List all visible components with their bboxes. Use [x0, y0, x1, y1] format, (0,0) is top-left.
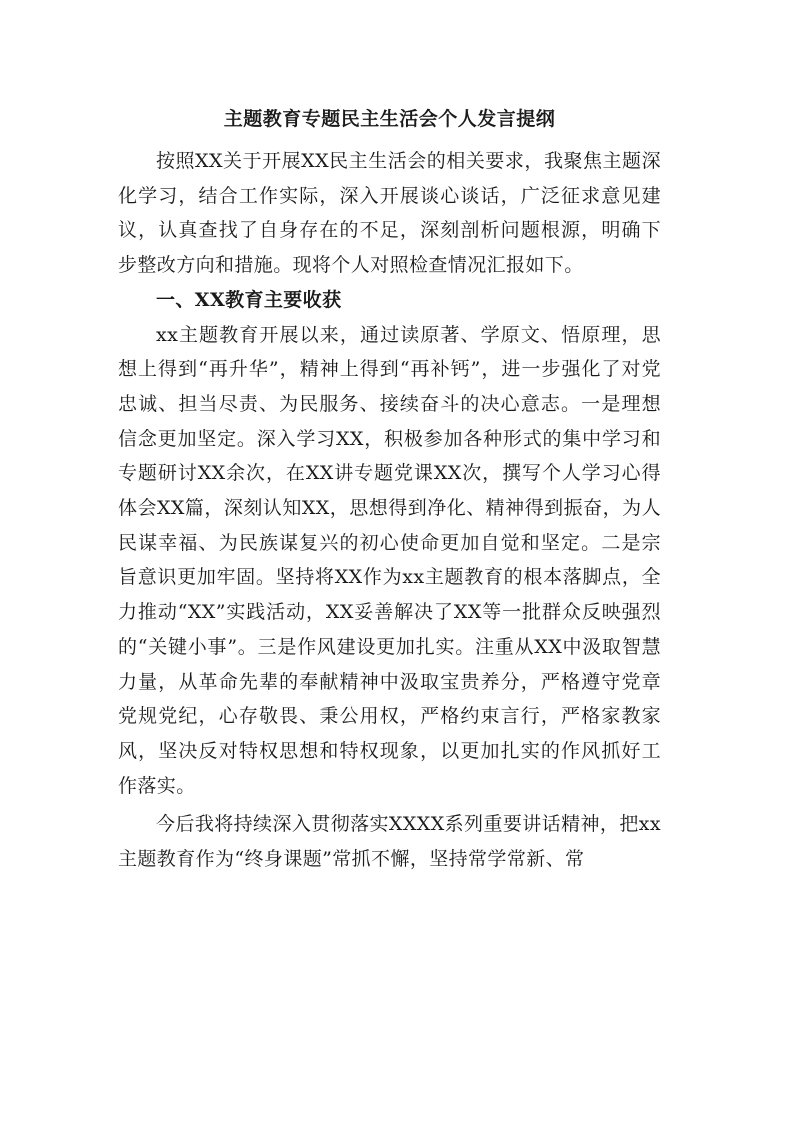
section-heading: 一、XX教育主要收获	[156, 288, 342, 311]
document-title: 主题教育专题民主生活会个人发言提纲	[223, 108, 556, 130]
closing-paragraph: 今后我将持续深入贯彻落实XXXX系列重要讲话精神，把xx主题教育作为“终身课题”常抓不懈，坚持常学常新、常	[118, 813, 661, 871]
intro-paragraph: 按照XX关于开展XX民主生活会的相关要求，我聚焦主题深化学习，结合工作实际，深入开展谈心谈话，广泛征求意见建议，认真查找了自身存在的不足，深刻剖析问题根源，明确下步整改方向和措施。现将个人对照检查情况汇报如下。	[118, 150, 661, 277]
section-paragraph: xx主题教育开展以来，通过读原著、学原文、悟原理，思想上得到“再升华”，精神上得到“再补钙”，进一步强化了对党忠诚、担当尽责、为民服务、接续奋斗的决心意志。一是理想信念更加坚定。深入学习XX，积极参加各种形式的集中学习和专题研讨XX余次，在XX讲专题党课XX次，撰写个人学习心得体会XX篇，深刻认知XX，思想得到净化、精神得到振奋，为人民谋幸福、为民族谋复兴的初心使命更加自觉和坚定。二是宗旨意识更加牢固。坚持将XX作为xx主题教育的根本落脚点，全力推动“XX”实践活动，XX妥善解决了XX等一批群众反映强烈的“关键小事”。三是作风建设更加扎实。注重从XX中汲取智慧力量，从革命先辈的奉献精神中汲取宝贵养分，严格遵守党章党规党纪，心存敬畏、秉公用权，严格约束言行，严格家教家风，坚决反对特权思想和特权现象，以更加扎实的作风抓好工作落实。	[118, 323, 661, 797]
document-body	[118, 144, 661, 877]
